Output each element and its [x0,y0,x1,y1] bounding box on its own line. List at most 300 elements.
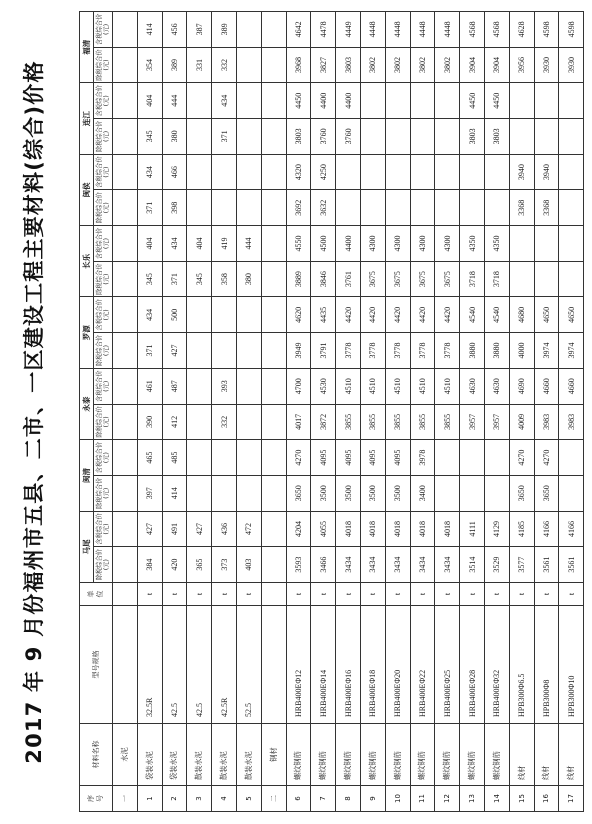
subheader-tax-excluded: 除税综合价(元) [94,404,113,440]
cell-price-tax-included: 4420 [336,297,361,333]
cell-price-tax-included [410,154,435,190]
cell-price-tax-included: 4420 [385,297,410,333]
cell-material-name: 螺纹钢筋 [410,724,435,786]
cell-price-tax-excluded: 3802 [435,47,460,83]
cell-price [261,47,286,83]
cell-price-tax-included [385,154,410,190]
cell-price-tax-excluded: 397 [137,475,162,511]
cell-price-tax-excluded: 389 [162,47,187,83]
cell-price-tax-excluded [336,190,361,226]
cell-price-tax-included: 4660 [559,368,584,404]
cell-price-tax-excluded [236,475,261,511]
cell-price-tax-included: 4400 [336,226,361,262]
cell-price [261,440,286,476]
cell-price [113,12,138,48]
cell-spec [113,606,138,724]
cell-price-tax-included: 4055 [311,511,336,547]
cell-price-tax-excluded: 3889 [286,261,311,297]
cell-unit: t [435,583,460,606]
cell-price-tax-excluded: 3675 [435,261,460,297]
cell-price-tax-included [336,154,361,190]
cell-price [261,404,286,440]
cell-unit: t [236,583,261,606]
cell-price-tax-excluded: 345 [187,261,212,297]
cell-price-tax-included: 4690 [509,368,534,404]
cell-price-tax-included [559,440,584,476]
cell-price-tax-included: 4435 [311,297,336,333]
cell-spec: HRB400EΦ14 [311,606,336,724]
cell-price-tax-included: 393 [212,368,237,404]
table-row [559,12,584,812]
cell-price-tax-excluded: 3500 [360,475,385,511]
cell-price-tax-included: 485 [162,440,187,476]
cell-price-tax-included: 4300 [410,226,435,262]
cell-price-tax-excluded: 3500 [336,475,361,511]
cell-price-tax-excluded [559,119,584,155]
cell-price-tax-included: 4300 [385,226,410,262]
cell-price-tax-excluded [360,119,385,155]
cell-price-tax-included: 4095 [360,440,385,476]
cell-price [113,83,138,119]
cell-price-tax-included: 434 [212,83,237,119]
cell-price [261,154,286,190]
cell-price-tax-excluded: 3500 [311,475,336,511]
cell-price-tax-excluded: 332 [212,404,237,440]
cell-price-tax-excluded [187,190,212,226]
cell-price-tax-included: 4550 [286,226,311,262]
cell-price-tax-excluded: 4000 [509,333,534,369]
cell-price [261,297,286,333]
cell-seq: 16 [534,786,559,812]
cell-price-tax-included [236,12,261,48]
cell-price-tax-included: 4450 [484,83,509,119]
cell-unit: t [187,583,212,606]
cell-price-tax-excluded: 3778 [435,333,460,369]
region-header: 闽侯 [80,154,94,225]
cell-unit: t [162,583,187,606]
subheader-tax-included: 含税综合价(元) [94,12,113,48]
cell-spec: 32.5R [137,606,162,724]
cell-price-tax-included: 4500 [311,226,336,262]
cell-seq: 10 [385,786,410,812]
cell-price-tax-included [509,226,534,262]
cell-price-tax-excluded: 3968 [286,47,311,83]
cell-price-tax-included: 4448 [385,12,410,48]
cell-price-tax-included [435,154,460,190]
cell-price-tax-excluded: 3904 [460,47,485,83]
cell-price-tax-excluded: 3880 [460,333,485,369]
cell-price-tax-included: 4450 [460,83,485,119]
cell-price-tax-excluded [385,119,410,155]
cell-price-tax-excluded: 4009 [509,404,534,440]
cell-price-tax-included: 4448 [410,12,435,48]
cell-price-tax-included: 4300 [435,226,460,262]
cell-price-tax-excluded: 412 [162,404,187,440]
cell-price-tax-excluded [509,119,534,155]
cell-price-tax-included: 500 [162,297,187,333]
cell-price-tax-excluded: 371 [137,190,162,226]
cell-price-tax-included: 4510 [385,368,410,404]
cell-price-tax-excluded: 3368 [534,190,559,226]
subheader-tax-included: 含税综合价(元) [94,83,113,119]
cell-price-tax-included [187,368,212,404]
cell-price-tax-included: 3940 [509,154,534,190]
cell-price-tax-included: 4598 [559,12,584,48]
cell-price-tax-excluded: 3760 [311,119,336,155]
cell-price-tax-included: 4018 [360,511,385,547]
section-row [261,12,286,812]
cell-price-tax-included: 4642 [286,12,311,48]
cell-price-tax-excluded [187,404,212,440]
cell-price-tax-excluded [236,47,261,83]
cell-price-tax-excluded: 3650 [509,475,534,511]
cell-price-tax-excluded: 3675 [385,261,410,297]
cell-price [113,333,138,369]
cell-price [113,261,138,297]
cell-unit: t [559,583,584,606]
cell-price-tax-included: 434 [162,226,187,262]
cell-price [113,190,138,226]
cell-spec: HPB300Φ6.5 [509,606,534,724]
cell-price-tax-excluded: 3956 [509,47,534,83]
cell-seq: 7 [311,786,336,812]
table-row [212,12,237,812]
cell-price-tax-excluded: 371 [212,119,237,155]
cell-price-tax-excluded: 3930 [559,47,584,83]
section-row [113,12,138,812]
cell-price-tax-excluded: 3957 [484,404,509,440]
cell-price-tax-excluded [435,190,460,226]
cell-price-tax-excluded [236,119,261,155]
cell-price-tax-excluded: 3983 [534,404,559,440]
cell-price-tax-included [460,440,485,476]
cell-price-tax-included: 419 [212,226,237,262]
cell-price-tax-excluded: 3434 [435,547,460,583]
cell-price [261,190,286,226]
cell-material-name: 螺纹钢筋 [460,724,485,786]
cell-price-tax-excluded: 3434 [336,547,361,583]
cell-price-tax-excluded: 380 [162,119,187,155]
region-header: 永泰 [80,368,94,439]
cell-price-tax-included: 4449 [336,12,361,48]
region-header: 马尾 [80,511,94,582]
cell-price-tax-included: 4300 [360,226,385,262]
cell-price-tax-excluded [212,475,237,511]
cell-price-tax-included: 4095 [311,440,336,476]
cell-price-tax-excluded: 3803 [460,119,485,155]
cell-price-tax-excluded [187,333,212,369]
subheader-tax-excluded: 除税综合价(元) [94,119,113,155]
cell-price-tax-excluded: 3778 [360,333,385,369]
cell-price-tax-included: 4530 [311,368,336,404]
cell-price-tax-excluded [410,119,435,155]
cell-material-name: 袋装水泥 [137,724,162,786]
cell-price-tax-included: 4630 [484,368,509,404]
table-row [137,12,162,812]
cell-price-tax-included: 461 [137,368,162,404]
region-header: 福清 [80,12,94,83]
cell-price [113,368,138,404]
price-table [79,11,584,812]
cell-spec: 52.5 [236,606,261,724]
cell-price-tax-included: 4018 [410,511,435,547]
cell-price-tax-excluded: 3974 [559,333,584,369]
cell-price-tax-excluded: 345 [137,261,162,297]
cell-price [261,12,286,48]
cell-price-tax-excluded: 3675 [360,261,385,297]
cell-unit: t [410,583,435,606]
cell-material-name: 线材 [534,724,559,786]
cell-price-tax-excluded: 3434 [385,547,410,583]
cell-price-tax-included: 4660 [534,368,559,404]
cell-price-tax-included [534,226,559,262]
cell-price-tax-excluded [410,190,435,226]
cell-price-tax-included: 4270 [534,440,559,476]
cell-seq: 14 [484,786,509,812]
cell-spec: HRB400EΦ12 [286,606,311,724]
cell-price [113,154,138,190]
header-seq [80,786,113,812]
cell-price-tax-excluded: 3632 [311,190,336,226]
cell-price-tax-excluded: 3692 [286,190,311,226]
cell-price-tax-excluded [187,119,212,155]
cell-price-tax-excluded: 403 [236,547,261,583]
cell-material-name: 螺纹钢筋 [385,724,410,786]
cell-material-name: 线材 [559,724,584,786]
cell-price-tax-excluded [212,333,237,369]
cell-price [113,297,138,333]
cell-price-tax-excluded [559,190,584,226]
cell-seq: 1 [137,786,162,812]
cell-price-tax-excluded: 345 [137,119,162,155]
header-seq-label: 序号 [87,795,104,802]
header-material-name: 材料名称 [80,724,113,786]
cell-spec: HRB400EΦ16 [336,606,361,724]
cell-price-tax-included [534,83,559,119]
subheader-tax-excluded: 除税综合价(元) [94,475,113,511]
cell-price-tax-included [360,83,385,119]
cell-price-tax-excluded: 3802 [360,47,385,83]
cell-seq: 9 [360,786,385,812]
cell-price-tax-included: 4270 [509,440,534,476]
cell-price-tax-excluded [460,475,485,511]
cell-spec: 42.5 [162,606,187,724]
cell-price-tax-excluded: 358 [212,261,237,297]
cell-seq: 4 [212,786,237,812]
cell-price-tax-included: 4400 [336,83,361,119]
cell-material-name: 螺纹钢筋 [435,724,460,786]
cell-price-tax-excluded [534,261,559,297]
cell-price [261,333,286,369]
cell-spec: HRB400EΦ20 [385,606,410,724]
cell-price-tax-excluded: 3957 [460,404,485,440]
cell-price-tax-excluded: 3760 [336,119,361,155]
cell-unit: t [460,583,485,606]
cell-price-tax-included [559,154,584,190]
cell-price-tax-included [435,83,460,119]
cell-price-tax-excluded: 398 [162,190,187,226]
cell-price-tax-excluded: 3761 [336,261,361,297]
cell-price-tax-included: 4018 [385,511,410,547]
subheader-tax-excluded: 除税综合价(元) [94,547,113,583]
cell-price-tax-included [484,154,509,190]
cell-price-tax-excluded [534,119,559,155]
cell-price-tax-included [212,154,237,190]
cell-price-tax-excluded: 3514 [460,547,485,583]
cell-price-tax-included: 4510 [336,368,361,404]
cell-price [113,226,138,262]
cell-price-tax-excluded: 331 [187,47,212,83]
cell-price-tax-included: 4166 [534,511,559,547]
subheader-tax-included: 含税综合价(元) [94,368,113,404]
cell-price-tax-included: 4510 [435,368,460,404]
region-header-row [80,12,94,812]
cell-price-tax-excluded: 3846 [311,261,336,297]
cell-price-tax-excluded: 373 [212,547,237,583]
cell-price-tax-excluded: 390 [137,404,162,440]
cell-price [113,404,138,440]
cell-price-tax-included [559,226,584,262]
cell-price-tax-excluded: 3880 [484,333,509,369]
cell-price-tax-excluded: 332 [212,47,237,83]
cell-price-tax-excluded: 3529 [484,547,509,583]
cell-price-tax-excluded: 371 [137,333,162,369]
cell-price-tax-excluded: 3778 [336,333,361,369]
cell-unit: t [360,583,385,606]
table-row [286,12,311,812]
cell-price-tax-included: 4510 [360,368,385,404]
cell-price [113,47,138,83]
cell-price-tax-excluded: 3855 [435,404,460,440]
table-row [534,12,559,812]
cell-price-tax-excluded [559,475,584,511]
header-unit-label: 单位 [87,590,104,598]
subheader-tax-included: 含税综合价(元) [94,154,113,190]
cell-price-tax-excluded: 380 [236,261,261,297]
cell-price-tax-included: 4420 [410,297,435,333]
cell-price [113,547,138,583]
cell-price-tax-included: 4095 [385,440,410,476]
cell-price-tax-included [212,297,237,333]
cell-seq: 8 [336,786,361,812]
cell-unit: t [484,583,509,606]
cell-price-tax-excluded: 420 [162,547,187,583]
cell-price-tax-included: 434 [137,297,162,333]
cell-price [261,119,286,155]
cell-price [113,440,138,476]
cell-price-tax-included: 4598 [534,12,559,48]
cell-price-tax-excluded: 3827 [311,47,336,83]
cell-price-tax-excluded: 3577 [509,547,534,583]
cell-price-tax-included: 4420 [435,297,460,333]
cell-price-tax-excluded [236,404,261,440]
cell-unit [113,583,138,606]
cell-price-tax-included [236,368,261,404]
cell-price-tax-included: 4510 [410,368,435,404]
cell-price-tax-excluded: 427 [162,333,187,369]
cell-price-tax-included: 4129 [484,511,509,547]
cell-price-tax-included: 434 [137,154,162,190]
cell-seq: 6 [286,786,311,812]
cell-price-tax-excluded: 3400 [410,475,435,511]
cell-price-tax-included: 4650 [534,297,559,333]
cell-price-tax-excluded: 3855 [360,404,385,440]
cell-price-tax-included [187,440,212,476]
cell-spec: HPB300Φ10 [559,606,584,724]
cell-price-tax-included: 4350 [460,226,485,262]
cell-price-tax-excluded [460,190,485,226]
cell-price-tax-excluded [187,475,212,511]
cell-spec [261,606,286,724]
cell-price-tax-included: 466 [162,154,187,190]
cell-price-tax-excluded: 365 [187,547,212,583]
cell-price-tax-included: 4270 [286,440,311,476]
cell-price-tax-included: 404 [187,226,212,262]
cell-price-tax-included: 4568 [484,12,509,48]
cell-price-tax-included: 387 [187,12,212,48]
cell-price-tax-excluded: 3650 [534,475,559,511]
cell-price-tax-excluded: 3983 [559,404,584,440]
subheader-tax-excluded: 除税综合价(元) [94,190,113,226]
cell-price-tax-excluded: 3466 [311,547,336,583]
cell-material-name: 线材 [509,724,534,786]
cell-spec: HRB400EΦ28 [460,606,485,724]
cell-price-tax-excluded: 414 [162,475,187,511]
cell-price-tax-excluded [509,261,534,297]
cell-price-tax-included: 4018 [435,511,460,547]
cell-material-name: 散装水泥 [212,724,237,786]
cell-price-tax-included: 4628 [509,12,534,48]
cell-seq: 17 [559,786,584,812]
cell-price-tax-excluded: 384 [137,547,162,583]
cell-unit: t [212,583,237,606]
cell-price-tax-included: 3940 [534,154,559,190]
cell-unit: t [311,583,336,606]
cell-price [261,83,286,119]
cell-material-name: 散装水泥 [236,724,261,786]
table-row [187,12,212,812]
cell-price-tax-excluded [435,119,460,155]
region-header: 长乐 [80,226,94,297]
cell-price-tax-included [410,83,435,119]
cell-price-tax-included: 4478 [311,12,336,48]
cell-spec: HRB400EΦ25 [435,606,460,724]
table-row [460,12,485,812]
cell-price-tax-excluded: 3930 [534,47,559,83]
cell-price-tax-included [484,440,509,476]
cell-seq: 13 [460,786,485,812]
cell-price-tax-excluded: 3434 [410,547,435,583]
cell-price-tax-excluded: 3434 [360,547,385,583]
cell-price-tax-included: 4185 [509,511,534,547]
cell-price [261,226,286,262]
cell-price-tax-included: 3978 [410,440,435,476]
table-row [509,12,534,812]
subheader-tax-excluded: 除税综合价(元) [94,333,113,369]
cell-section-name: 水泥 [113,724,138,786]
cell-material-name: 螺纹钢筋 [360,724,385,786]
cell-price-tax-included: 4650 [559,297,584,333]
cell-price-tax-included: 4204 [286,511,311,547]
cell-price-tax-excluded [360,190,385,226]
subheader-tax-included: 含税综合价(元) [94,440,113,476]
cell-price-tax-included: 4448 [435,12,460,48]
cell-price-tax-included: 4111 [460,511,485,547]
cell-price-tax-included: 444 [162,83,187,119]
table-row [162,12,187,812]
cell-price-tax-included: 4450 [286,83,311,119]
region-header: 连江 [80,83,94,154]
